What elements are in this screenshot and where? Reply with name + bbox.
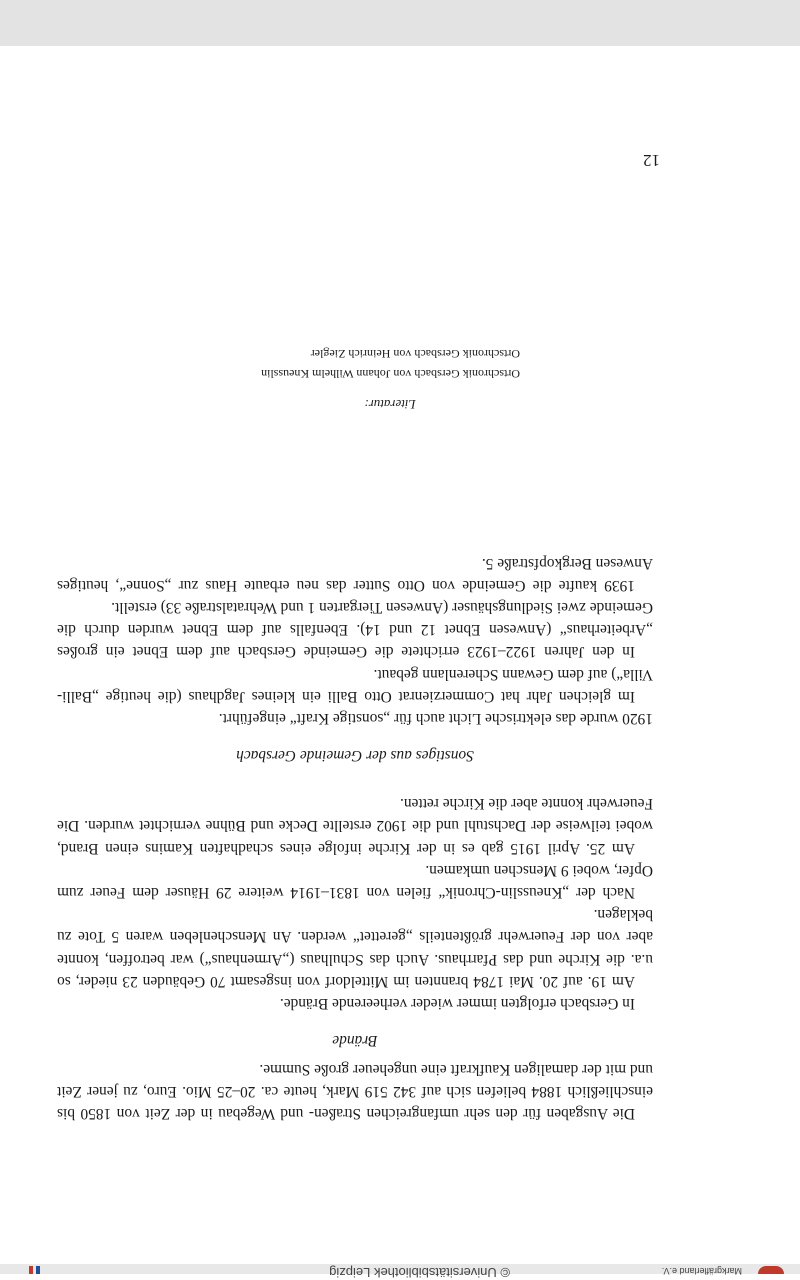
paragraph: In Gersbach erfolgten immer wieder verheerende Brände. <box>279 995 635 1012</box>
paragraph: 1939 kaufte die Gemeinde von Otto Sutter das neu erbaute Haus zur „Sonne“, heutiges Anwesen Bergkopfstraße 5. <box>57 554 653 594</box>
section-sonstiges <box>57 551 653 729</box>
literature-heading: Literatur: <box>364 397 416 412</box>
literature-list <box>140 344 520 384</box>
copyright-partial: © Universitätsbibliothek Leipzig <box>329 1265 510 1280</box>
section-heading-sonstiges: Sonstiges aus der Gemeinde Gersbach <box>236 747 474 764</box>
paragraph: Am 19. auf 20. Mai 1784 brannten im Mitteldorf von insgesamt 70 Gebäuden 23 nieder, so u.a. die Kirche und das Pfarrhaus. Auch das Schulhaus („Armenhaus“) war betroffen, konnte aber von der Feuerwehr größtenteils „gerettet“ werden. An Menschenleben waren 5 Tote zu beklagen. <box>57 906 653 990</box>
page-number: 12 <box>643 151 660 170</box>
paragraph: Am 25. April 1915 gab es in der Kirche infolge eines schadhaften Kamins einen Brand, wobei teilweise der Dachstuhl und die 1902 erstellte Decke und Bühne vernichtet wurden. Die Feuerwehr konnte aber die Kirche retten. <box>57 795 653 857</box>
paragraph: Nach der „Kneusslin-Chronik“ fielen von 1831–1914 weitere 29 Häuser dem Feuer zum Opfer, wobei 9 Menschen umkamen. <box>57 861 653 901</box>
paragraph: 1920 wurde das elektrische Licht auch für „sonstige Kraft“ eingeführt. <box>218 710 653 727</box>
footer-bar <box>0 0 800 46</box>
previous-footer-bar <box>0 1264 800 1280</box>
ub-logo-partial-icon <box>20 1266 42 1274</box>
intro-paragraph: Die Ausgaben für den sehr umfangreichen Straßen- und Wegebau in der Zeit von 1850 bis einschließlich 1884 beliefen sich auf 342 519 Mark, heute ca. 20–25 Mio. Euro, zu jener Zeit und mit der damaligen Kaufkraft eine ungeheuer große Summe. <box>57 1060 653 1122</box>
section-heading-braende: Brände <box>332 1032 378 1049</box>
literature-item: Ortschronik Gersbach von Johann Wilhelm Kneusslin <box>261 367 520 381</box>
section-braende <box>57 792 653 1014</box>
crest-partial-icon <box>758 1266 784 1274</box>
paragraph: Im gleichen Jahr hat Commerzienrat Otto Balli ein kleines Jagdhaus (die heutige „Balli-Villa“) auf dem Gewann Scherenlann gebaut. <box>57 665 653 705</box>
paragraph: In den Jahren 1922–1923 errichtete die Gemeinde Gersbach auf dem Ebnet ein großes „Arbeiterhaus“ (Anwesen Ebnet 12 und 14). Ebenfalls auf dem Ebnet wurden durch die Gemeinde zwei Siedlungshäuser (Anwesen Tiergarten 1 und Wehratalstraße 33) erstellt. <box>57 598 653 661</box>
literature-item: Ortschronik Gersbach von Heinrich Ziegler <box>310 347 520 361</box>
association-partial: Markgräflerland e.V. <box>661 1266 742 1276</box>
